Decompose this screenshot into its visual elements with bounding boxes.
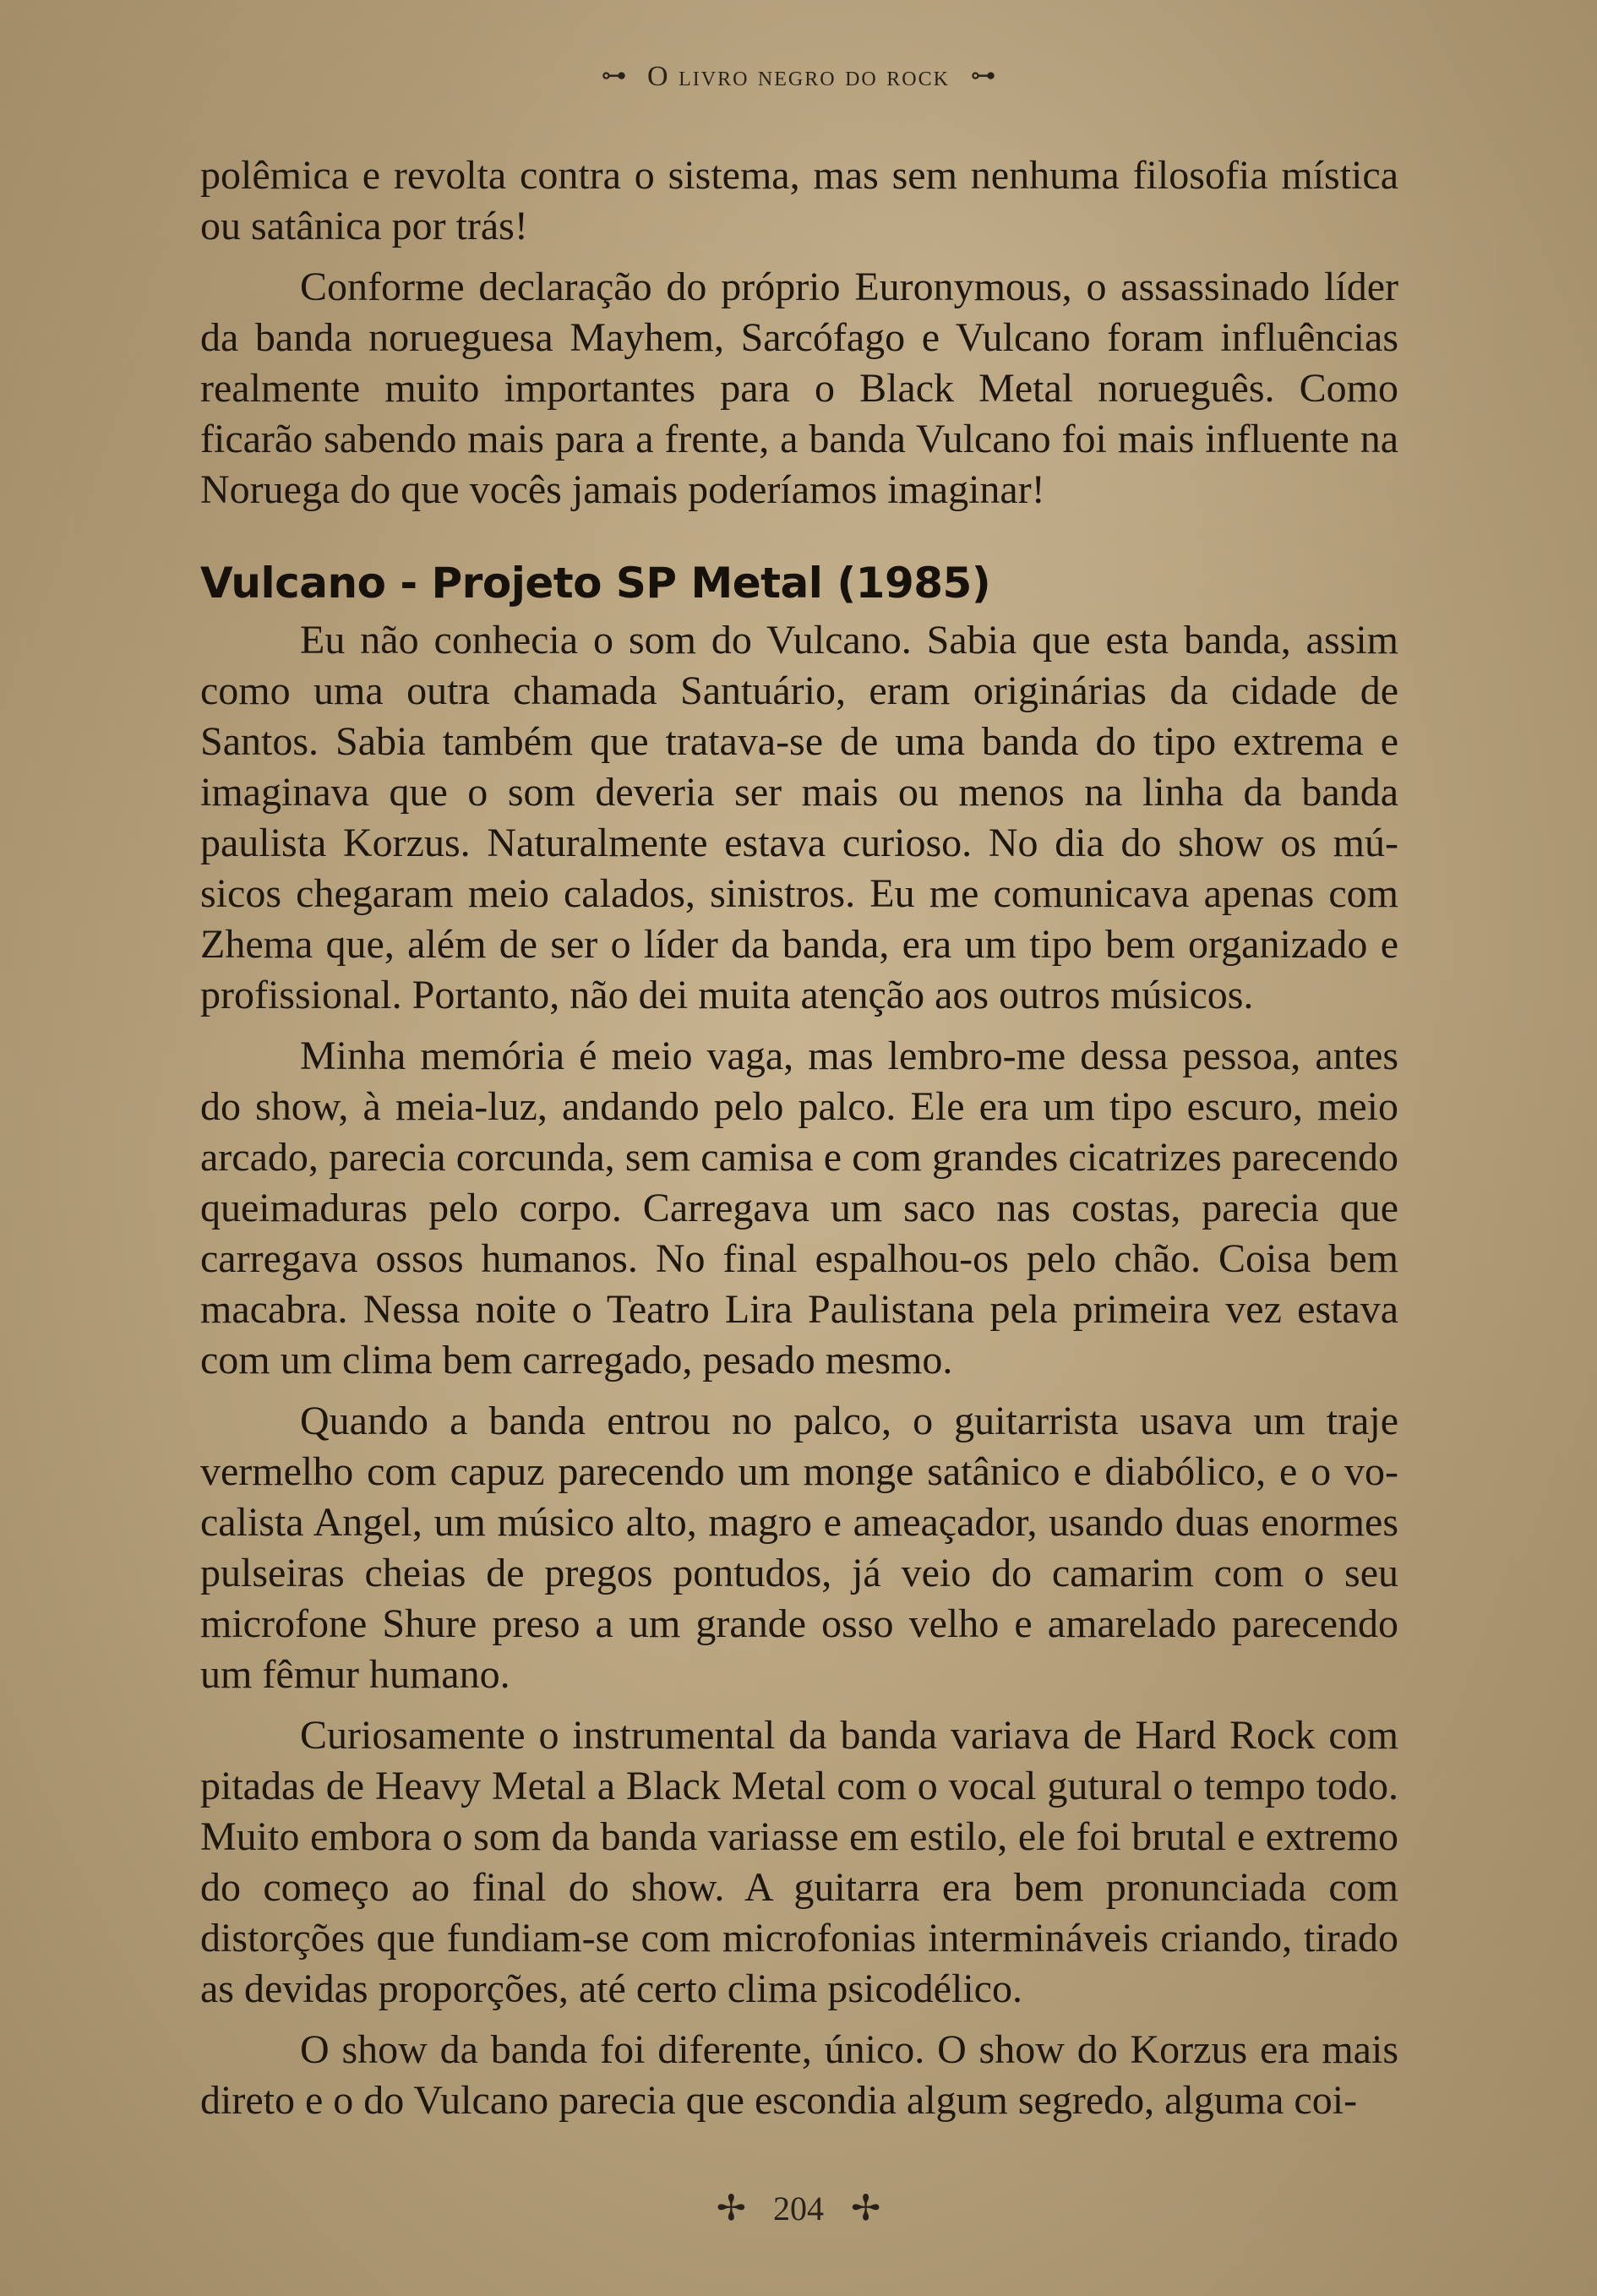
cross-ornament-icon: ✢: [851, 2190, 881, 2228]
paragraph: O show da banda foi diferente, único. O show do Korzus era mais direto e o do Vulcano parecia que escondia algum segredo, alguma coi-: [200, 2027, 1398, 2123]
paragraph: Eu não conhecia o som do Vulcano. Sabia que esta banda, assim como uma outra chamada Santuário, eram originárias da cidade de Santos. Sabia também que tratava-se de uma banda do tipo extrema e imaginava que o som deveria ser mais ou menos na linha da banda paulista Korzus. Naturalmente estava curioso. No dia do show os músicos chegaram meio calados, sinistros. Eu me comunicava apenas com Zhema que, além de ser o líder da banda, era um tipo bem organizado e profissional. Portanto, não dei muita atenção aos outros músicos.: [200, 618, 1398, 1017]
paragraph: Conforme declaração do próprio Euronymous, o assassinado líder da banda norueguesa Mayhem, Sarcófago e Vulcano foram influências realmente muito importantes para o Black Metal norueguês. Como ficarão sabendo mais para a frente, a banda Vulcano foi mais influente na Noruega do que vocês jamais poderíamos imaginar!: [200, 265, 1398, 512]
paragraph: Curiosamente o instrumental da banda variava de Hard Rock com pitadas de Heavy Metal a Black Metal com o vocal gutural o tempo todo. Muito embora o som da banda variasse em estilo, ele foi brutal e extremo do começo ao final do show. A guitarra era bem pronunciada com distorções que fundiam-se com microfonias intermináveis criando, tirado as devidas proporções, até certo clima psicodélico.: [200, 1713, 1398, 2011]
paragraph-continuation: polêmica e revolta contra o sistema, mas sem nenhuma filosofia mística ou satânica por trás!: [200, 153, 1398, 248]
paragraph: Minha memória é meio vaga, mas lembro-me dessa pessoa, antes do show, à meia-luz, andando pelo palco. Ele era um tipo escuro, meio arcado, parecia corcunda, sem camisa e com grandes cicatrizes parecendo queimaduras pelo corpo. Carregava um saco nas costas, parecia que carregava ossos humanos. No final espalhou-os pelo chão. Coisa bem macabra. Nessa noite o Teatro Lira Paulistana pela primeira vez estava com um clima bem carregado, pesado mesmo.: [200, 1033, 1398, 1383]
key-ornament-icon: ⊶: [601, 62, 627, 90]
paragraph: Quando a banda entrou no palco, o guitarrista usava um traje vermelho com capuz parecendo um monge satânico e diabólico, e o vocalista Angel, um músico alto, magro e ameaçador, usando duas enormes pulseiras cheias de pregos pontudos, já veio do camarim com o seu microfone Shure preso a um grande osso velho e amarelado parecendo um fêmur humano.: [200, 1399, 1398, 1697]
key-ornament-icon: ⊶: [970, 62, 996, 90]
page-body: [200, 150, 1398, 2126]
cross-ornament-icon: ✢: [716, 2190, 746, 2228]
book-title: O livro negro do rock: [647, 61, 950, 92]
running-head: [0, 61, 1597, 93]
section-heading: Vulcano - Projeto SP Metal (1985): [200, 559, 991, 608]
page-number: 204: [773, 2190, 824, 2228]
page-footer: [0, 2187, 1597, 2229]
